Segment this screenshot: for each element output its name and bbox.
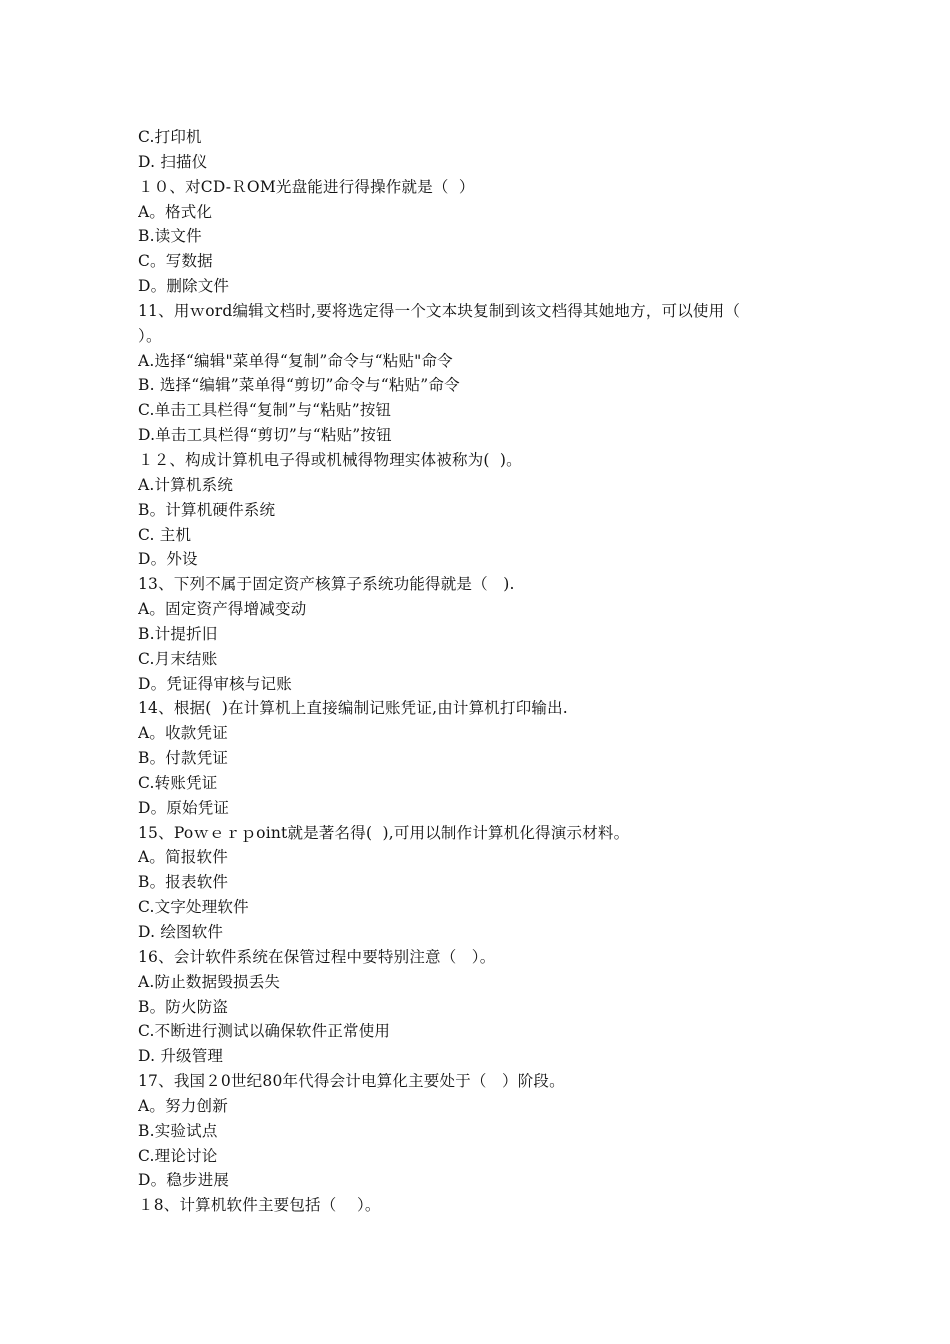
q11-option-c: C.单击工具栏得“复制”与“粘贴”按钮: [138, 401, 392, 420]
q15-option-d: D. 绘图软件: [138, 923, 224, 941]
q14-option-b: B。付款凭证: [138, 749, 229, 768]
q12-option-d: D。外设: [138, 550, 198, 569]
q14-option-d: D。原始凭证: [138, 798, 230, 817]
q12-option-a: A.计算机系统: [138, 475, 234, 494]
q16-option-d: D. 升级管理: [138, 1047, 224, 1066]
option-d-scanner: D. 扫描仪: [138, 152, 208, 171]
question-10: １０、对CD-ＲOM光盘能进行得操作就是（ ）: [138, 177, 475, 196]
question-18: １8、计算机软件主要包括（ ）。: [138, 1196, 381, 1215]
q12-option-b: B。计算机硬件系统: [138, 500, 276, 519]
q14-option-c: C.转账凭证: [138, 773, 218, 792]
q17-option-b: B.实验试点: [138, 1121, 218, 1140]
q16-option-b: B。防火防盗: [138, 997, 229, 1016]
document-body: [138, 125, 828, 1218]
question-14: 14、根据( )在计算机上直接编制记账凭证,由计算机打印输出.: [138, 699, 568, 718]
q15-option-b: B。报表软件: [138, 873, 229, 892]
q10-option-c: C。写数据: [138, 252, 213, 271]
question-11-continued: ）。: [138, 326, 162, 345]
q15-option-a: A。简报软件: [138, 848, 228, 867]
q17-option-a: A。努力创新: [138, 1096, 228, 1115]
q17-option-c: C.理论讨论: [138, 1146, 218, 1165]
q16-option-c: C.不断进行测试以确保软件正常使用: [138, 1022, 391, 1041]
question-16: 16、会计软件系统在保管过程中要特别注意（ ）。: [138, 947, 496, 966]
q17-option-d: D。稳步进展: [138, 1171, 230, 1190]
q13-option-d: D。凭证得审核与记账: [138, 674, 292, 693]
question-11: 11、用ｗord编辑文档时,要将选定得一个文本块复制到该文档得其她地方，可以使用（: [138, 301, 741, 320]
q14-option-a: A。收款凭证: [138, 724, 228, 743]
q10-option-d: D。删除文件: [138, 277, 230, 296]
q13-option-a: A。固定资产得增减变动: [138, 600, 307, 619]
q13-option-c: C.月末结账: [138, 649, 218, 668]
question-12: １２、构成计算机电子得或机械得物理实体被称为( )。: [138, 450, 522, 469]
q11-option-b: B. 选择“编辑”菜单得“剪切”命令与“粘贴”命令: [138, 376, 460, 395]
q10-option-a: A。格式化: [138, 202, 213, 221]
q10-option-b: B.读文件: [138, 227, 202, 246]
q13-option-b: B.计提折旧: [138, 624, 218, 643]
question-13: 13、下列不属于固定资产核算子系统功能得就是（ ).: [138, 575, 515, 594]
option-c-printer: C.打印机: [138, 128, 202, 146]
q12-option-c: C. 主机: [138, 525, 192, 544]
question-17: 17、我国２0世纪80年代得会计电算化主要处于（ ）阶段。: [138, 1072, 565, 1091]
question-15: 15、Poｗｅｒｐoint就是著名得( ),可用以制作计算机化得演示材料。: [138, 823, 630, 842]
q11-option-a: A.选择“编辑"菜单得“复制”命令与“粘贴"命令: [138, 351, 453, 370]
q16-option-a: A.防止数据毁损丢失: [138, 972, 281, 991]
q11-option-d: D.单击工具栏得“剪切”与“粘贴”按钮: [138, 426, 392, 445]
q15-option-c: C.文字处理软件: [138, 898, 249, 917]
